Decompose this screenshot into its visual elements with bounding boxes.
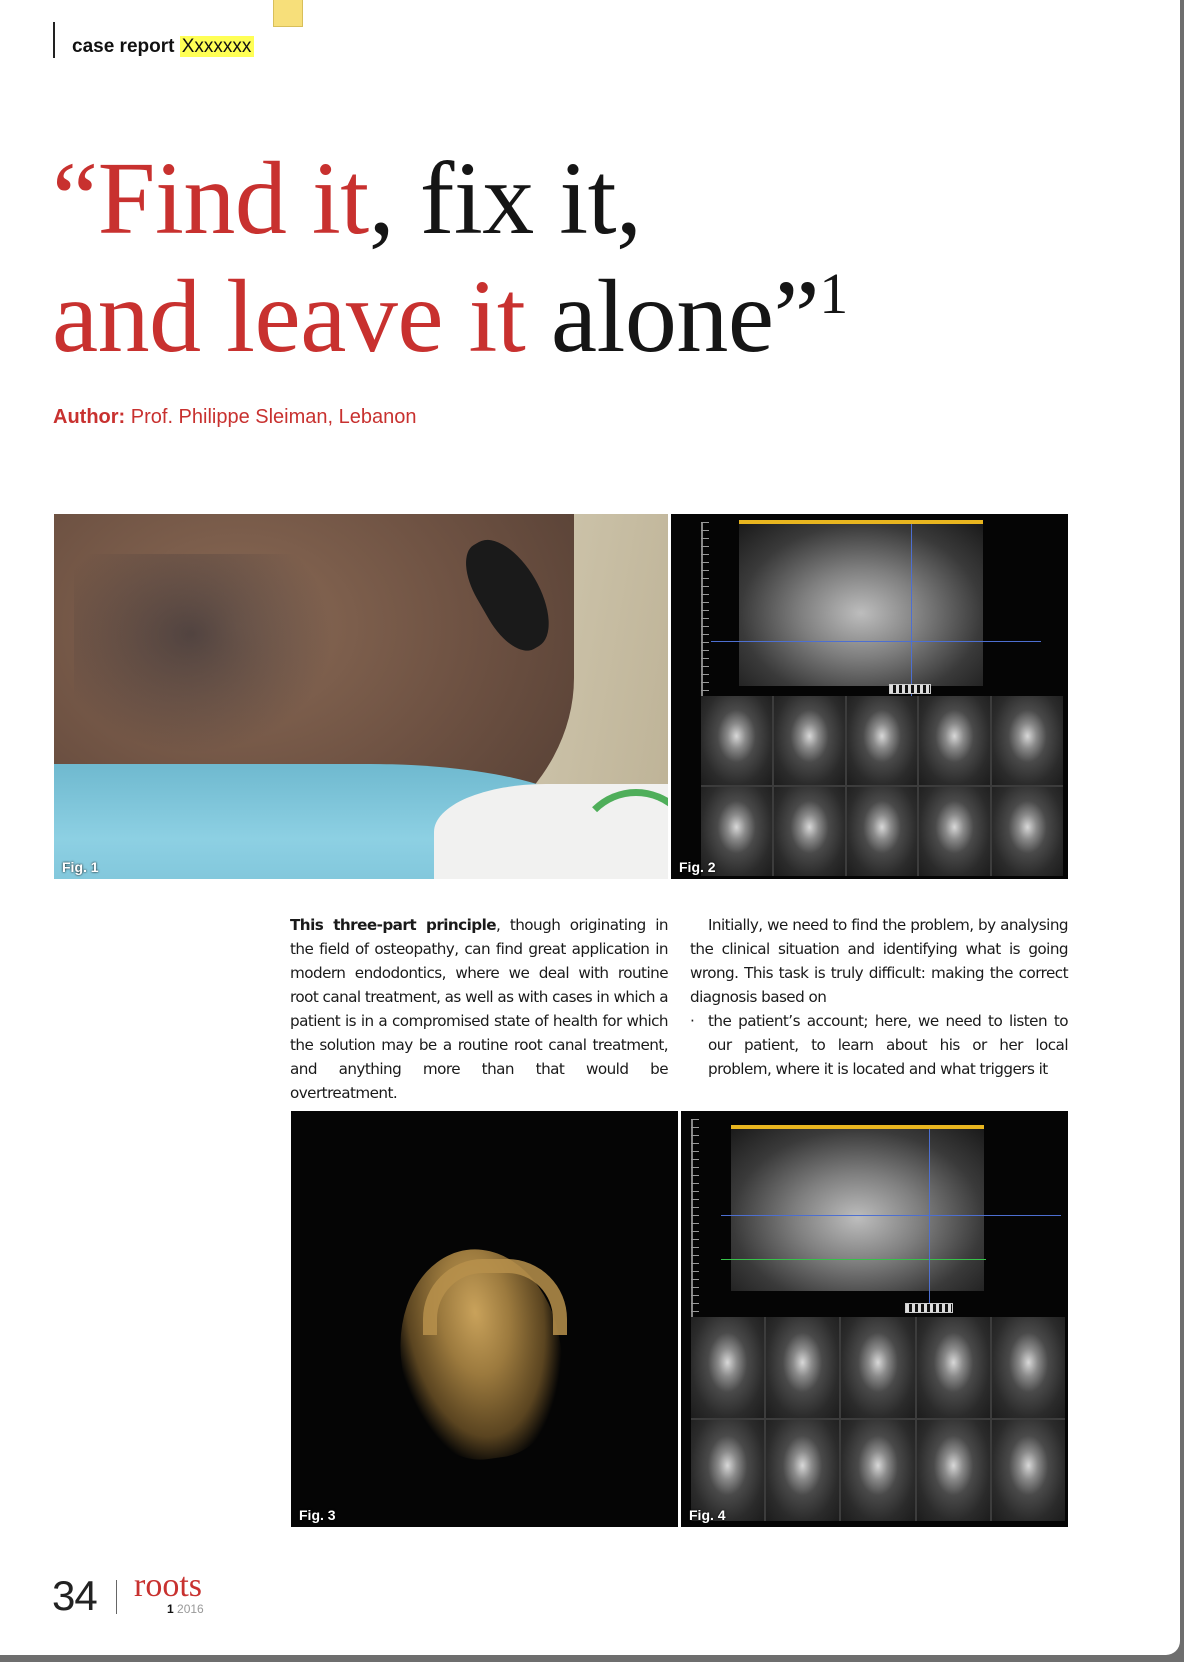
author-name: Prof. Philippe Sleiman, Lebanon: [130, 406, 417, 428]
highlighted-placeholder[interactable]: Xxxxxxx: [180, 36, 255, 57]
figure-1-patient-photo: [54, 514, 668, 879]
figure-caption: Fig. 1: [62, 859, 99, 875]
issue-number: 1: [167, 1602, 174, 1616]
title-line1-red: “Find it: [52, 141, 369, 256]
figure-4-cbct-scan: [681, 1111, 1068, 1527]
issue-year: 2016: [177, 1602, 204, 1616]
lead-in: This three-part principle: [290, 916, 497, 934]
bullet-mark: ·: [690, 1012, 695, 1030]
paragraph-text: , though originating in the field of osteopathy, can find great application in modern endodontics, where we deal with routine root canal treatment, as well as with cases in which a patient is in a compromised state of health for which the solution may be a routine root canal treatment, and anything more than that would be overtreatment.: [290, 916, 669, 1102]
page-number: 34: [52, 1572, 97, 1619]
author-label: Author:: [53, 406, 126, 428]
header-rule: [53, 22, 55, 58]
figure-3-3d-reconstruction: [291, 1111, 678, 1527]
body-column-1: [290, 913, 668, 1105]
title-line2-black: alone”: [525, 259, 820, 374]
footer-divider: [116, 1580, 117, 1614]
sticky-note-icon[interactable]: [273, 0, 303, 27]
author-line: [53, 406, 417, 429]
section-label-text: case report: [72, 36, 175, 57]
bullet-item: [690, 1009, 1068, 1081]
cross-section-slices: [701, 696, 1063, 876]
panoramic-image: [731, 1129, 984, 1291]
issue-info: [167, 1602, 204, 1616]
magazine-logo: roots: [134, 1567, 202, 1604]
figure-2-cbct-scan: [671, 514, 1068, 879]
section-label: [72, 36, 254, 58]
title-line1-black: , fix it,: [368, 141, 642, 256]
bullet-text: the patient’s account; here, we need to listen to our patient, to learn about his or her local problem, where it is located and what triggers it: [708, 1012, 1068, 1078]
body-column-2: [690, 913, 1068, 1081]
title-line2-red: and leave it: [52, 259, 526, 374]
figure-caption: Fig. 4: [689, 1507, 726, 1523]
paragraph-text: Initially, we need to find the problem, by analysing the clinical situation and identifying what is going wrong. This task is truly difficult: making the correct diagnosis based on: [690, 916, 1068, 1006]
figure-caption: Fig. 2: [679, 859, 716, 875]
cross-section-slices: [691, 1317, 1065, 1521]
title-footnote-ref: 1: [819, 261, 848, 326]
panoramic-image: [739, 524, 983, 686]
figure-caption: Fig. 3: [299, 1507, 336, 1523]
article-title: [52, 140, 848, 376]
